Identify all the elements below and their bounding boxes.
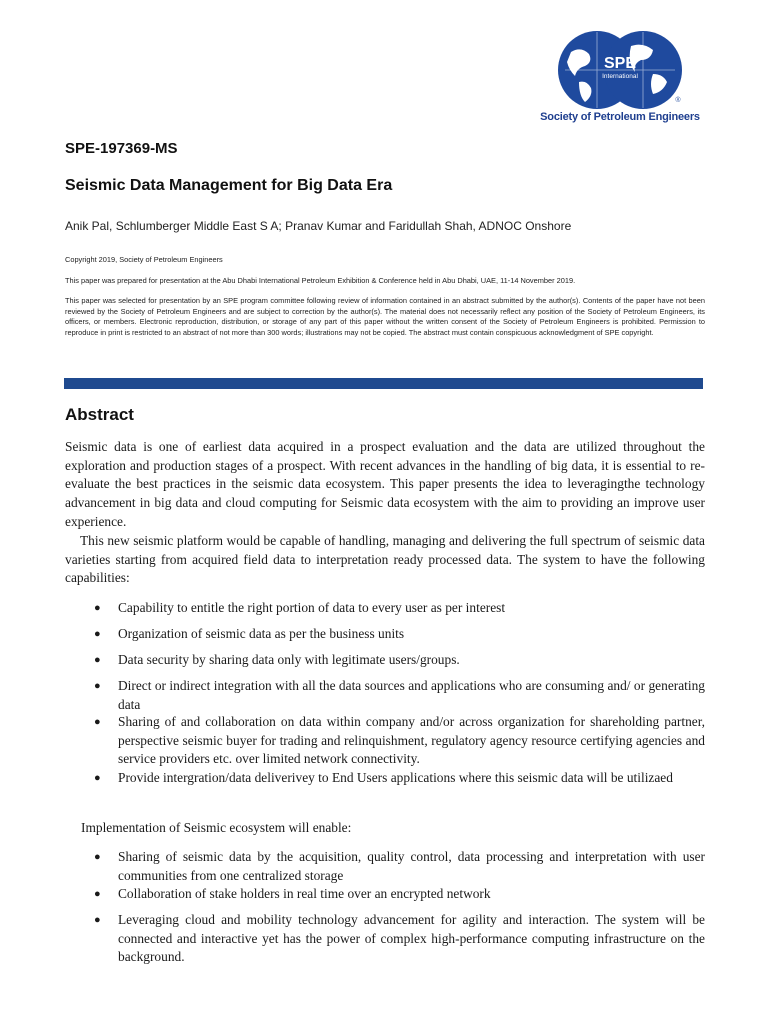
list-item-text: Provide intergration/data deliverivey to End Users applications where this seismic data will be utilizaed <box>118 770 673 785</box>
prepared-note: This paper was prepared for presentation at the Abu Dhabi International Petroleum Exhibition & Conference held in Abu Dhabi, UAE, 11-14 November 2019. <box>65 276 576 285</box>
selection-note: This paper was selected for presentation by an SPE program committee following review of information contained in an abstract submitted by the author(s). Contents of the paper have not been reviewed by the Society of Petroleum Engineers and are subject to correction by the author(s). The material does not necessarily reflect any position of the Society of Petroleum Engineers, its officers, or members. Electronic reproduction, distribution, or storage of any part of this paper without the written consent of the Society of Petroleum Engineers is prohibited. Permission to reproduce in print is restricted to an abstract of not more than 300 words; illustrations may not be copied. The abstract must contain conspicuous acknowledgment of SPE copyright. <box>65 296 705 337</box>
list-item-text: Sharing of seismic data by the acquisition, quality control, data processing and interpretation with user communities from one centralized storage <box>118 849 705 883</box>
list-item <box>94 713 705 769</box>
bullet-icon: ● <box>94 772 101 784</box>
list-item-text: Capability to entitle the right portion of data to every user as per interest <box>118 600 506 615</box>
list-item-text: Leveraging cloud and mobility technology advancement for agility and interaction. The system will be connected and interactive yet has the power of complex high-performance computing infrastructure on the background. <box>118 912 705 965</box>
copyright-note: Copyright 2019, Society of Petroleum Engineers <box>65 255 223 264</box>
list-item <box>94 848 705 885</box>
bullet-icon: ● <box>94 602 101 614</box>
paper-id: SPE-197369-MS <box>65 140 178 157</box>
bullet-icon: ● <box>94 716 101 728</box>
list-item-text: Direct or indirect integration with all the data sources and applications who are consuming and/ or generating data <box>118 678 705 712</box>
logo-spe-text: SPE <box>603 55 637 72</box>
list-item <box>94 911 705 967</box>
bullet-icon: ● <box>94 851 101 863</box>
abstract-heading: Abstract <box>65 405 134 424</box>
list-item-text: Organization of seismic data as per the business units <box>118 626 405 641</box>
registered-mark: ® <box>675 97 681 104</box>
list-item <box>94 769 705 788</box>
paper-title: Seismic Data Management for Big Data Era <box>65 177 393 194</box>
list-item-text: Sharing of and collaboration on data within company and/or across organization for shareholding partner, perspective seismic buyer for trading and relinquishment, regulatory agency resource certifying agencies and service providers etc. over limited network connectivity. <box>118 714 705 767</box>
bullet-icon: ● <box>94 628 101 640</box>
bullet-icon: ● <box>94 888 101 900</box>
abstract-paragraph-2: This new seismic platform would be capable of handling, managing and delivering the full spectrum of seismic data varieties starting from acquired field data to interpretation ready processed data. The system to have the following capabilities: <box>65 533 705 586</box>
bullet-icon: ● <box>94 654 101 666</box>
bullet-icon: ● <box>94 914 101 926</box>
list-item-text: Collaboration of stake holders in real time over an encrypted network <box>118 886 491 901</box>
list-item-text: Data security by sharing data only with legitimate users/groups. <box>118 652 460 667</box>
abstract-paragraph-1: Seismic data is one of earliest data acquired in a prospect evaluation and the data are utilized throughout the exploration and production stages of a prospect. With recent advances in the handling of big data, it is essential to re-evaluate the best practices in the seismic data ecosystem. This paper presents the idea to leveragingthe technology advancement in big data and cloud computing for Seismic data ecosystem with the aim to providing an improve user experience. <box>65 439 705 529</box>
bullet-icon: ● <box>94 680 101 692</box>
list-item <box>94 599 705 618</box>
implementation-intro: Implementation of Seismic ecosystem will enable: <box>81 820 352 835</box>
spe-logo <box>536 30 704 128</box>
list-item <box>94 677 705 714</box>
logo-international-text: International <box>602 73 638 80</box>
paper-authors: Anik Pal, Schlumberger Middle East S A; Pranav Kumar and Faridullah Shah, ADNOC Onshore <box>65 219 572 233</box>
header-divider <box>64 378 703 389</box>
list-item <box>94 651 705 670</box>
list-item <box>94 625 705 644</box>
list-item <box>94 885 705 904</box>
globe-logo-icon <box>557 30 683 110</box>
logo-tagline: Society of Petroleum Engineers <box>540 111 700 123</box>
